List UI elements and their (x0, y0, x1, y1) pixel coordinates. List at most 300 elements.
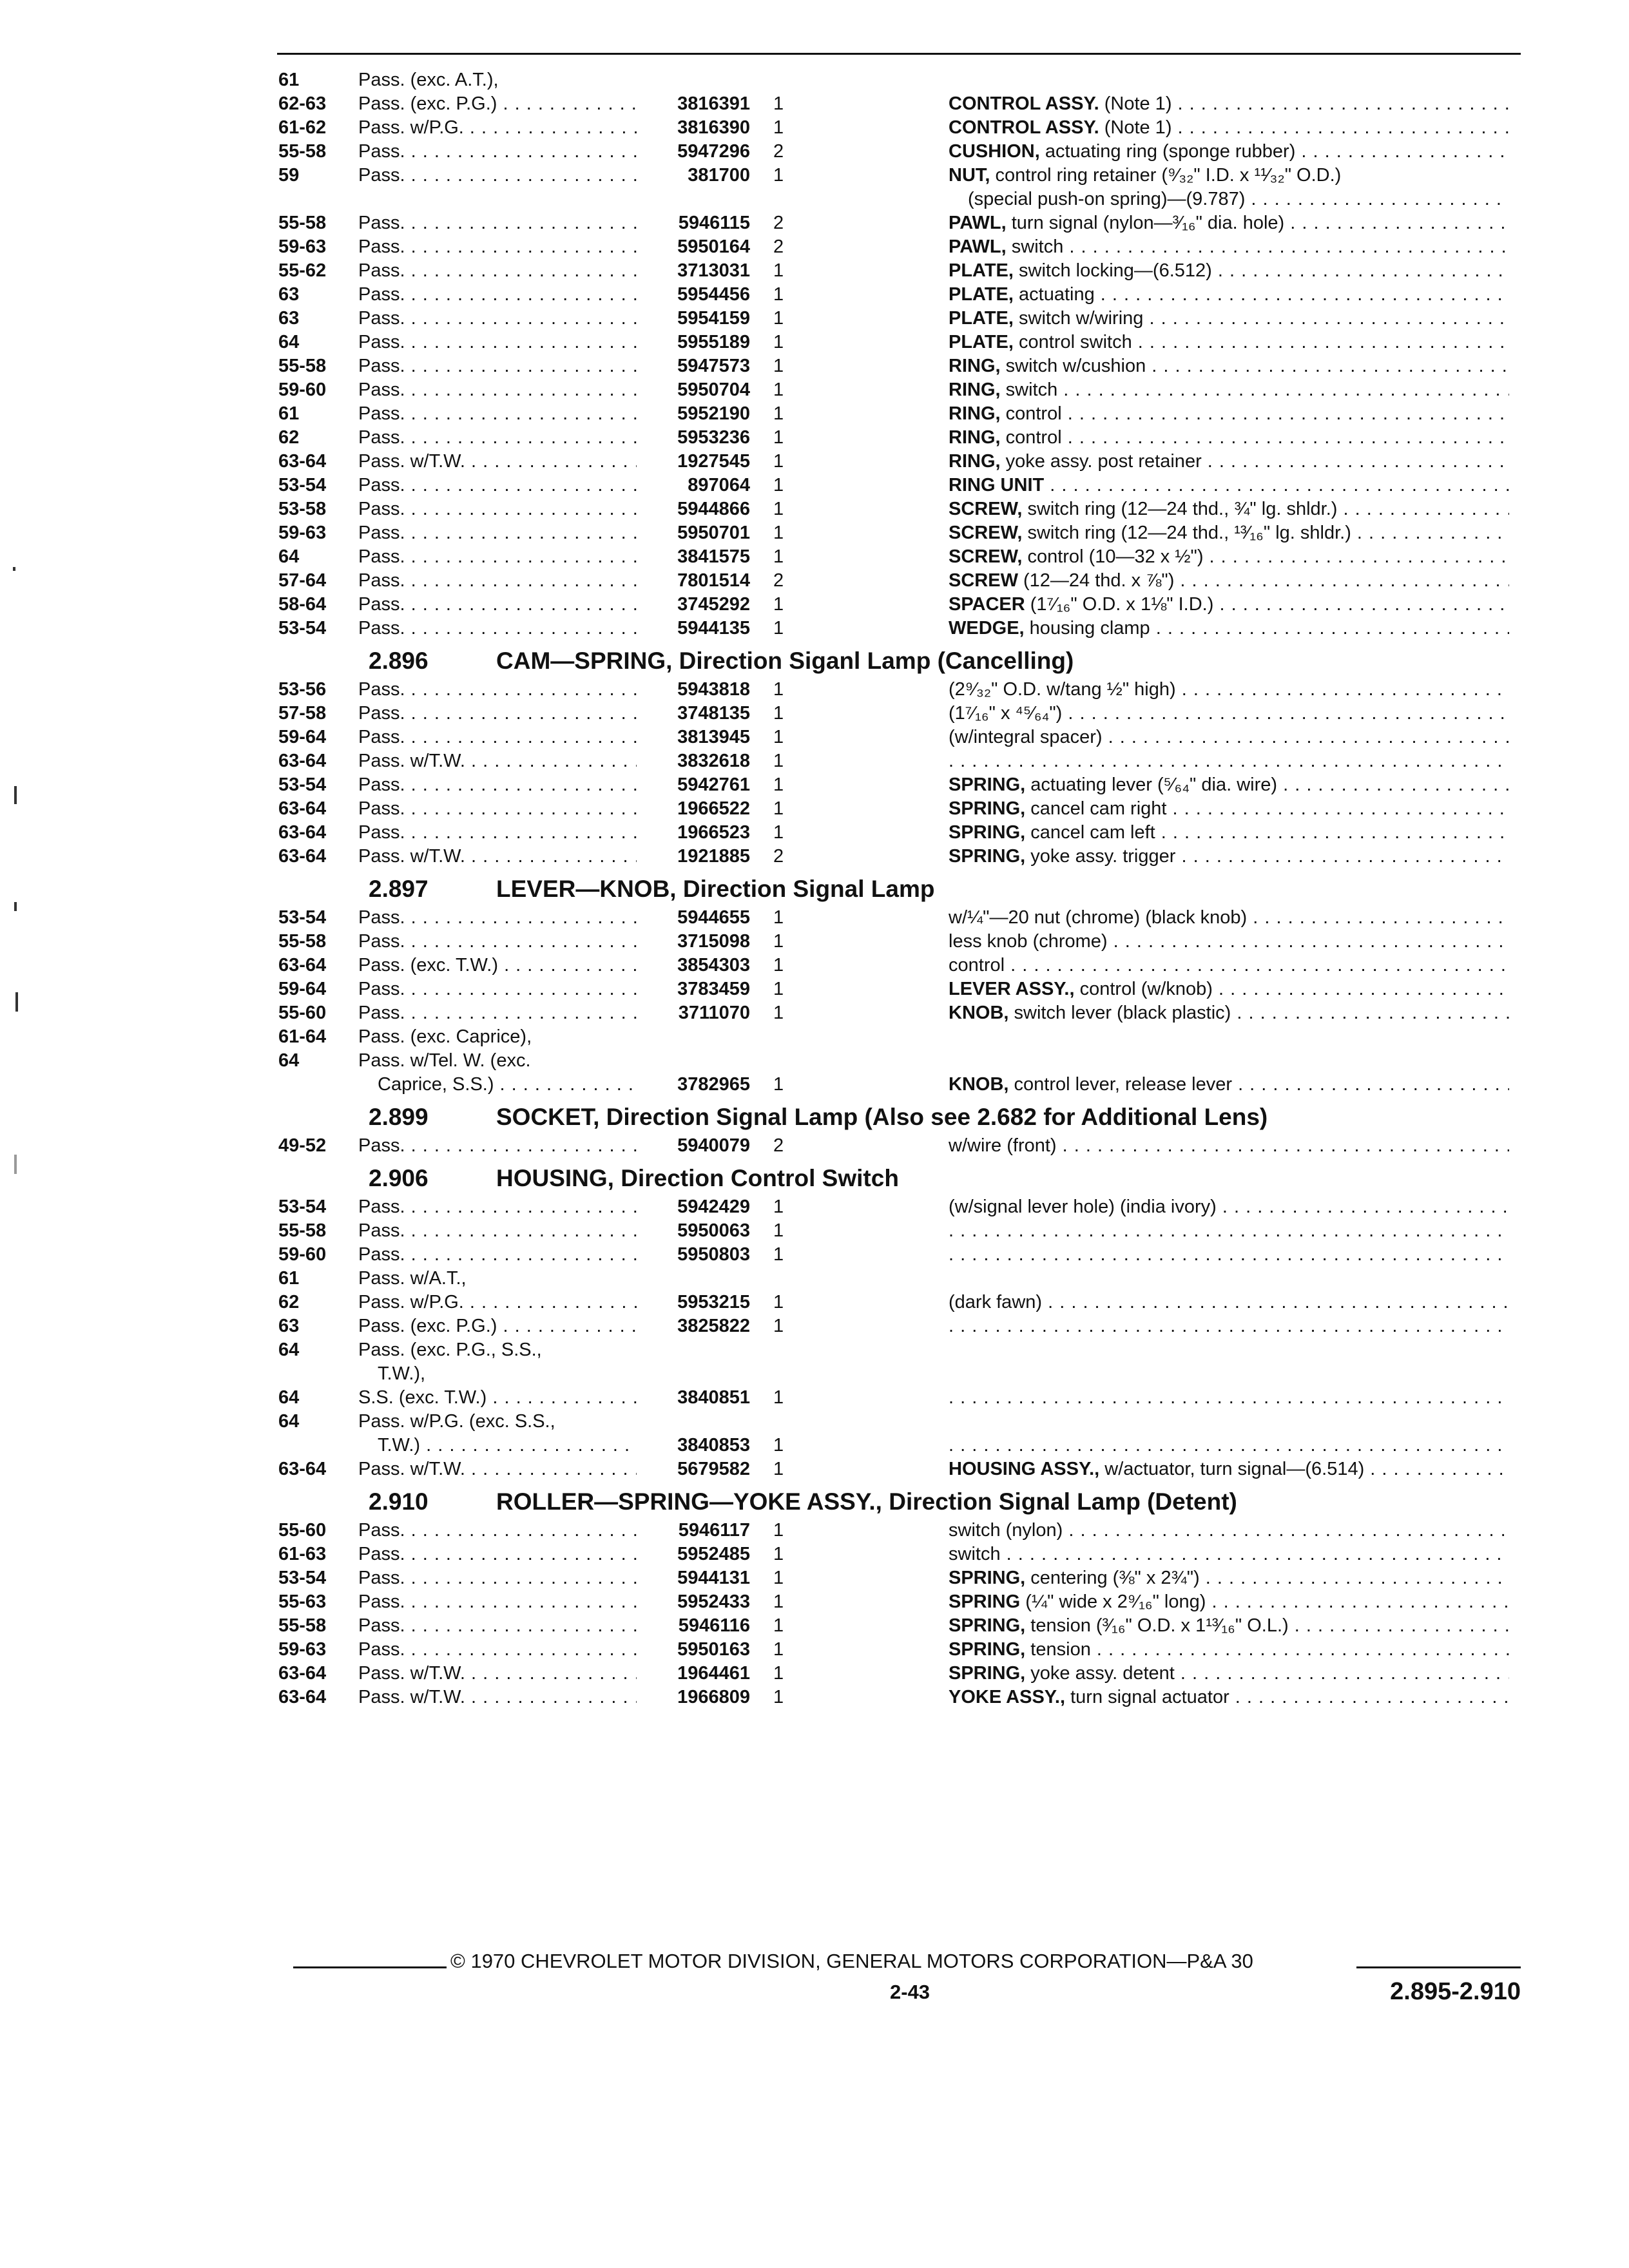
section-title: SOCKET, Direction Signal Lamp (Also see 2.682 for Additional Lens) (496, 1104, 1268, 1130)
model-year: 63-64 (278, 1687, 327, 1707)
scan-marks (13, 567, 19, 1211)
footer-rule-right (1356, 1966, 1521, 1968)
part-number: 1921885 (677, 846, 750, 867)
description-detail: switch locking—(6.512) (1013, 260, 1212, 281)
model-application: Pass. . . . (358, 521, 637, 545)
parts-row (278, 378, 1509, 402)
model-application: Pass. . . . (358, 474, 637, 497)
part-number: 1927545 (677, 451, 750, 472)
parts-row (278, 1001, 1509, 1025)
part-description (949, 331, 1509, 354)
model-application: Pass. . . . (358, 593, 637, 617)
quantity: 1 (773, 165, 784, 186)
quantity: 2 (773, 846, 784, 867)
description-name: CONTROL ASSY. (949, 93, 1099, 114)
part-number: 5952190 (677, 403, 750, 424)
model-year: 55-58 (278, 213, 327, 233)
parts-row (278, 1638, 1509, 1662)
quantity: 2 (773, 213, 784, 233)
description-detail: yoke assy. detent (1025, 1663, 1175, 1684)
model-year: 63-64 (278, 822, 327, 843)
parts-row (278, 402, 1509, 426)
description-detail: actuating ring (sponge rubber) (1039, 141, 1296, 162)
description-detail: switch ring (12—24 thd., ¾" lg. shldr.) (1022, 499, 1338, 519)
section-title: ROLLER—SPRING—YOKE ASSY., Direction Signal Lamp (Detent) (496, 1488, 1237, 1515)
quantity: 2 (773, 1135, 784, 1156)
parts-section (278, 1100, 1509, 1158)
model-year: 55-60 (278, 1520, 327, 1541)
model-application: Pass. . . . (358, 402, 637, 426)
quantity: 1 (773, 1387, 784, 1408)
description-name: SPRING, (949, 798, 1026, 819)
model-application: Pass. (exc. P.G.) . . . (358, 1314, 637, 1338)
description-detail: switch lever (black plastic) (1008, 1003, 1231, 1023)
part-description (949, 797, 1509, 821)
quantity: 1 (773, 955, 784, 975)
model-year: 53-56 (278, 679, 327, 700)
model-application: Pass. (exc. Caprice), (358, 1026, 532, 1047)
model-application: Pass. . . . (358, 283, 637, 307)
model-application: Pass. . . . (358, 678, 637, 702)
parts-row (278, 1314, 1509, 1338)
part-number: 5952433 (677, 1591, 750, 1612)
part-description (949, 1519, 1509, 1542)
parts-row (278, 259, 1509, 283)
model-year: 63-64 (278, 955, 327, 975)
description-detail: (Note 1) (1099, 93, 1172, 114)
description-name: WEDGE, (949, 618, 1025, 639)
quantity: 1 (773, 403, 784, 424)
model-application: Caprice, S.S.) . . . (358, 1073, 637, 1097)
model-year: 59-60 (278, 1244, 327, 1265)
model-application: Pass. w/Tel. W. (exc. (358, 1050, 531, 1071)
part-number: 5954456 (677, 284, 750, 305)
parts-row (278, 678, 1509, 702)
part-number: 381700 (688, 165, 750, 186)
part-number: 5946116 (678, 1615, 750, 1636)
description-name: SCREW, (949, 546, 1023, 567)
model-application: Pass. . . . (358, 906, 637, 930)
description-detail: centering (⅜" x 2¾") (1025, 1568, 1200, 1588)
model-application: Pass. . . . (358, 821, 637, 845)
description-name: PLATE, (949, 332, 1014, 352)
parts-row (278, 235, 1509, 259)
parts-row (278, 1542, 1509, 1566)
parts-row (278, 450, 1509, 474)
part-description (949, 1457, 1509, 1481)
parts-row (278, 68, 1509, 92)
description-detail: switch (949, 1544, 1001, 1564)
model-year: 55-58 (278, 141, 327, 162)
model-year: 59-63 (278, 1639, 327, 1660)
part-description (949, 354, 1509, 378)
quantity: 1 (773, 1435, 784, 1456)
description-detail: w/wire (front) (949, 1135, 1057, 1156)
parts-listing (278, 68, 1509, 1709)
model-year: 59-64 (278, 979, 327, 999)
description-detail: (¼" wide x 2⁹⁄₁₆" long) (1020, 1591, 1206, 1612)
part-number: 3832618 (677, 751, 750, 771)
description-name: YOKE ASSY., (949, 1687, 1066, 1707)
model-year: 61-64 (278, 1026, 327, 1047)
description-detail: switch w/cushion (1000, 356, 1146, 376)
quantity: 1 (773, 499, 784, 519)
parts-row (278, 1386, 1509, 1410)
model-application: Pass. . . . (358, 569, 637, 593)
footer-rule-left (293, 1966, 447, 1968)
model-year: 64 (278, 332, 300, 352)
description-detail: (w/signal lever hole) (india ivory) (949, 1196, 1217, 1217)
description-detail: tension (1025, 1639, 1091, 1660)
model-year: 53-54 (278, 475, 327, 495)
part-description (949, 116, 1509, 140)
part-description (949, 521, 1509, 545)
part-description (949, 450, 1509, 474)
model-year: 63-64 (278, 846, 327, 867)
parts-row (278, 354, 1509, 378)
parts-row (278, 1566, 1509, 1590)
model-year: 64 (278, 1340, 300, 1360)
part-description (949, 702, 1509, 726)
description-detail: (1⁷⁄₁₆" O.D. x 1⅛" I.D.) (1025, 594, 1214, 615)
model-application: Pass. . . . (358, 259, 637, 283)
quantity: 1 (773, 703, 784, 724)
model-year: 57-64 (278, 570, 327, 591)
model-application: Pass. . . . (358, 354, 637, 378)
model-year: 63-64 (278, 751, 327, 771)
description-detail: switch (1006, 236, 1064, 257)
description-name: PAWL, (949, 213, 1007, 233)
model-application: Pass. w/T.W. . . . (358, 845, 637, 869)
model-year: 63-64 (278, 1459, 327, 1479)
model-year: 59-64 (278, 727, 327, 747)
parts-row (278, 474, 1509, 497)
part-number: 5950063 (677, 1220, 750, 1241)
model-application: Pass. w/T.W. . . . (358, 1457, 637, 1481)
part-number: 5679582 (677, 1459, 750, 1479)
model-year: 62 (278, 427, 300, 448)
parts-row (278, 702, 1509, 726)
part-description (949, 749, 1509, 773)
part-number: 5950163 (677, 1639, 750, 1660)
model-application: Pass. . . . (358, 726, 637, 749)
part-description (949, 821, 1509, 845)
description-detail: control (1000, 403, 1062, 424)
parts-row (278, 845, 1509, 869)
model-application: Pass. . . . (358, 1638, 637, 1662)
parts-row (278, 930, 1509, 954)
description-name: SPRING, (949, 1568, 1026, 1588)
quantity: 1 (773, 931, 784, 952)
description-name: CUSHION, (949, 141, 1040, 162)
page-footer (293, 1946, 1521, 2023)
quantity: 1 (773, 1568, 784, 1588)
section-heading (278, 1100, 1509, 1134)
model-year: 53-54 (278, 618, 327, 639)
parts-row (278, 1457, 1509, 1481)
top-rule (277, 53, 1521, 55)
part-number: 5944131 (677, 1568, 750, 1588)
part-number: 5946117 (678, 1520, 750, 1541)
description-name: LEVER ASSY., (949, 979, 1075, 999)
model-application: Pass. . . . (358, 617, 637, 640)
parts-row (278, 521, 1509, 545)
description-detail: actuating lever (⁵⁄₆₄" dia. wire) (1025, 774, 1278, 795)
parts-row (278, 1362, 1509, 1386)
model-application: Pass. . . . (358, 1219, 637, 1243)
section-title: CAM—SPRING, Direction Siganl Lamp (Cancelling) (496, 648, 1074, 674)
part-description (949, 1219, 1509, 1243)
parts-row (278, 977, 1509, 1001)
part-description (949, 1386, 1509, 1410)
section-heading (278, 1485, 1509, 1519)
model-year: 53-54 (278, 907, 327, 928)
part-number: 3854303 (677, 955, 750, 975)
parts-row (278, 1134, 1509, 1158)
section-number: 2.896 (369, 648, 429, 674)
part-number: 3715098 (677, 931, 750, 952)
part-description (949, 1566, 1509, 1590)
model-year: 55-58 (278, 356, 327, 376)
model-application: Pass. . . . (358, 1134, 637, 1158)
part-description (949, 283, 1509, 307)
quantity: 1 (773, 1687, 784, 1707)
part-description (949, 773, 1509, 797)
part-description (949, 569, 1509, 593)
description-name: KNOB, (949, 1074, 1009, 1095)
model-application: Pass. . . . (358, 497, 637, 521)
part-number: 3711070 (678, 1003, 750, 1023)
description-detail: w/¼"—20 nut (chrome) (black knob) (949, 907, 1248, 928)
description-name: SPRING, (949, 822, 1026, 843)
part-number: 3813945 (677, 727, 750, 747)
part-number: 5955189 (677, 332, 750, 352)
quantity: 1 (773, 1459, 784, 1479)
model-year: 62 (278, 1292, 300, 1312)
model-application: Pass. . . . (358, 1614, 637, 1638)
model-application: Pass. w/P.G. (exc. S.S., (358, 1411, 555, 1432)
quantity: 1 (773, 822, 784, 843)
model-year: 63-64 (278, 798, 327, 819)
page-number: 2-43 (890, 1981, 930, 2003)
model-year: 63-64 (278, 451, 327, 472)
quantity: 1 (773, 979, 784, 999)
parts-row (278, 283, 1509, 307)
part-description (949, 497, 1509, 521)
description-detail: control (w/knob) (1074, 979, 1213, 999)
part-description (949, 1134, 1509, 1158)
model-application: Pass. . . . (358, 331, 637, 354)
part-number: 3816390 (677, 117, 750, 138)
description-detail: control (1000, 427, 1062, 448)
model-application: Pass. . . . (358, 1566, 637, 1590)
description-name: RING, (949, 356, 1001, 376)
model-application: Pass. w/A.T., (358, 1268, 467, 1289)
part-number: 3748135 (677, 703, 750, 724)
quantity: 1 (773, 1220, 784, 1241)
description-detail: housing clamp (1024, 618, 1150, 639)
parts-row (278, 1686, 1509, 1709)
model-year: 61-63 (278, 1544, 327, 1564)
quantity: 2 (773, 236, 784, 257)
model-application: Pass. (exc. T.W.) . . . (358, 954, 637, 977)
parts-row (278, 307, 1509, 331)
quantity: 2 (773, 570, 784, 591)
part-description (949, 1291, 1509, 1314)
description-name: RING, (949, 403, 1001, 424)
description-name: PLATE, (949, 284, 1014, 305)
quantity: 1 (773, 907, 784, 928)
parts-row (278, 1243, 1509, 1267)
model-application: Pass. . . . (358, 211, 637, 235)
description-name: PAWL, (949, 236, 1007, 257)
description-detail: control lever, release lever (1008, 1074, 1233, 1095)
parts-row (278, 1073, 1509, 1097)
description-detail: (1⁷⁄₁₆" x ⁴⁵⁄₆₄") (949, 703, 1063, 724)
quantity: 1 (773, 1244, 784, 1265)
parts-row (278, 1338, 1509, 1362)
section-heading (278, 644, 1509, 678)
parts-row (278, 331, 1509, 354)
part-number: 5947573 (677, 356, 750, 376)
quantity: 1 (773, 774, 784, 795)
model-application: Pass. w/P.G. . . . (358, 1291, 637, 1314)
model-year: 64 (278, 1387, 300, 1408)
parts-row (278, 954, 1509, 977)
quantity: 1 (773, 93, 784, 114)
quantity: 1 (773, 117, 784, 138)
model-application: Pass. . . . (358, 140, 637, 164)
model-application: Pass. (exc. P.G.) . . . (358, 92, 637, 116)
description-detail: cancel cam left (1025, 822, 1155, 843)
part-description (949, 845, 1509, 869)
model-application: Pass. . . . (358, 797, 637, 821)
parts-row (278, 116, 1509, 140)
section-heading (278, 1162, 1509, 1195)
quantity: 2 (773, 141, 784, 162)
model-application: Pass. . . . (358, 930, 637, 954)
model-application: Pass. . . . (358, 1195, 637, 1219)
quantity: 1 (773, 1003, 784, 1023)
quantity: 1 (773, 1591, 784, 1612)
model-application: Pass. . . . (358, 307, 637, 331)
part-number: 3825822 (677, 1316, 750, 1336)
copyright-text: © 1970 CHEVROLET MOTOR DIVISION, GENERAL MOTORS CORPORATION—P&A 30 (450, 1950, 1253, 1972)
description-name: SPRING, (949, 1615, 1026, 1636)
parts-row (278, 1590, 1509, 1614)
model-year: 53-54 (278, 1196, 327, 1217)
model-year: 64 (278, 1411, 300, 1432)
description-detail: cancel cam right (1025, 798, 1167, 819)
quantity: 1 (773, 308, 784, 329)
description-detail: tension (³⁄₁₆" O.D. x 1¹³⁄₁₆" O.L.) (1025, 1615, 1289, 1636)
description-name: CONTROL ASSY. (949, 117, 1099, 138)
part-number: 5944655 (677, 907, 750, 928)
part-description (949, 1542, 1509, 1566)
quantity: 1 (773, 332, 784, 352)
part-number: 5950803 (677, 1244, 750, 1265)
model-application: Pass. . . . (358, 1243, 637, 1267)
quantity: 1 (773, 260, 784, 281)
parts-row (278, 617, 1509, 640)
part-description (949, 92, 1509, 116)
part-description (949, 1195, 1509, 1219)
part-number: 5944866 (677, 499, 750, 519)
model-application: Pass. . . . (358, 1542, 637, 1566)
parts-row (278, 1291, 1509, 1314)
part-number: 5944135 (677, 618, 750, 639)
model-year: 59-63 (278, 523, 327, 543)
part-description (949, 1590, 1509, 1614)
part-number: 1966522 (677, 798, 750, 819)
part-description (949, 545, 1509, 569)
model-application: T.W.), (378, 1363, 426, 1384)
quantity: 1 (773, 594, 784, 615)
part-description (949, 164, 1509, 187)
part-number: 3816391 (677, 93, 750, 114)
description-detail: yoke assy. post retainer (1000, 451, 1202, 472)
part-description (949, 726, 1509, 749)
parts-row (278, 1219, 1509, 1243)
part-description (949, 211, 1509, 235)
part-number: 3745292 (677, 594, 750, 615)
model-year: 63 (278, 284, 300, 305)
part-number: 3840851 (677, 1387, 750, 1408)
part-number: 3840853 (677, 1435, 750, 1456)
parts-row (278, 211, 1509, 235)
parts-row (278, 593, 1509, 617)
part-description (949, 1243, 1509, 1267)
parts-row (278, 1662, 1509, 1686)
part-number: 1964461 (677, 1663, 750, 1684)
description-detail: switch ring (12—24 thd., ¹³⁄₁₆" lg. shldr.) (1022, 523, 1351, 543)
part-number: 5952485 (677, 1544, 750, 1564)
quantity: 1 (773, 1074, 784, 1095)
quantity: 1 (773, 451, 784, 472)
model-application: Pass. . . . (358, 1590, 637, 1614)
quantity: 1 (773, 1520, 784, 1541)
parts-row (278, 426, 1509, 450)
description-name: RING, (949, 427, 1001, 448)
quantity: 1 (773, 356, 784, 376)
description-detail: (12—24 thd. x ⅞") (1017, 570, 1175, 591)
part-description (949, 426, 1509, 450)
model-year: 58-64 (278, 594, 327, 615)
part-number: 5954159 (677, 308, 750, 329)
description-name: KNOB, (949, 1003, 1009, 1023)
description-name: SPRING (949, 1591, 1021, 1612)
model-application: Pass. . . . (358, 235, 637, 259)
model-year: 55-58 (278, 1220, 327, 1241)
quantity: 1 (773, 427, 784, 448)
model-application: Pass. (exc. A.T.), (358, 70, 499, 90)
model-year: 63 (278, 1316, 300, 1336)
section-number: 2.906 (369, 1165, 429, 1191)
part-description (949, 259, 1509, 283)
description-name: SPACER (949, 594, 1025, 615)
parts-row (278, 1519, 1509, 1542)
model-application: Pass. . . . (358, 977, 637, 1001)
quantity: 1 (773, 546, 784, 567)
model-year: 59-63 (278, 236, 327, 257)
description-detail: turn signal (nylon—³⁄₁₆" dia. hole) (1006, 213, 1285, 233)
parts-row (278, 1025, 1509, 1049)
part-number: 7801514 (677, 570, 750, 591)
description-detail: yoke assy. trigger (1025, 846, 1176, 867)
parts-row (278, 497, 1509, 521)
model-year: 55-63 (278, 1591, 327, 1612)
model-year: 59-60 (278, 380, 327, 400)
